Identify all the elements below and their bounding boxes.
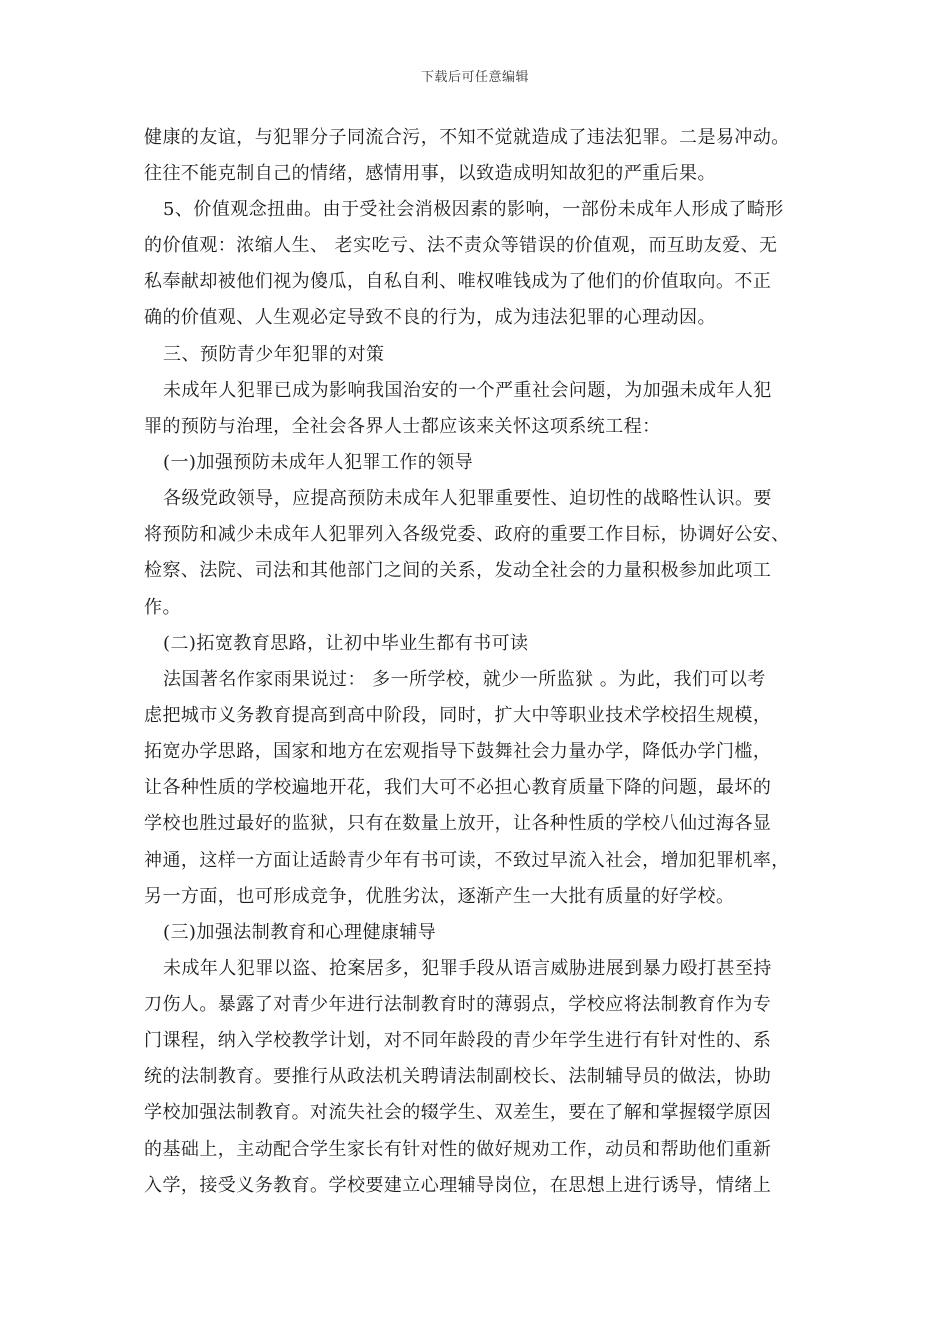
body-line: 入学，接受义务教育。学校要建立心理辅导岗位，在思想上进行诱导，情绪上	[144, 1175, 772, 1196]
body-line: 让各种性质的学校遍地开花，我们大可不必担心教育质量下降的问题，最坏的	[144, 777, 772, 798]
body-line: 作。	[144, 597, 181, 618]
body-line: 神通，这样一方面让适龄青少年有书可读，不致过早流入社会，增加犯罪机率，	[144, 850, 790, 871]
body-line: 罪的预防与治理，全社会各界人士都应该来关怀这项系统工程：	[144, 416, 661, 437]
page-header-note: 下载后可任意编辑	[420, 70, 529, 85]
body-line: 虑把城市义务教育提高到高中阶段，同时，扩大中等职业技术学校招生规模，	[144, 705, 772, 726]
subsection-heading: (一)加强预防未成年人犯罪工作的领导	[163, 452, 474, 473]
section-heading: 三、预防青少年犯罪的对策	[163, 344, 385, 365]
subsection-heading: (三)加强法制教育和心理健康辅导	[163, 922, 437, 943]
body-line: 另一方面，也可形成竞争，优胜劣汰，逐渐产生一大批有质量的好学校。	[144, 886, 735, 907]
paragraph-first-line: 未成年人犯罪已成为影响我国治安的一个严重社会问题，为加强未成年人犯	[163, 380, 772, 401]
body-line: 学校加强法制教育。对流失社会的辍学生、双差生，要在了解和掌握辍学原因	[144, 1102, 772, 1123]
body-line: 确的价值观、人生观必定导致不良的行为，成为违法犯罪的心理动因。	[144, 307, 716, 328]
body-line: 拓宽办学思路，国家和地方在宏观指导下鼓舞社会力量办学，降低办学门槛，	[144, 741, 772, 762]
body-line: 检察、法院、司法和其他部门之间的关系，发动全社会的力量积极参加此项工	[144, 560, 772, 581]
body-line: 门课程，纳入学校教学计划，对不同年龄段的青少年学生进行有针对性的、系	[144, 1030, 772, 1051]
body-line: 的基础上，主动配合学生家长有针对性的做好规劝工作，动员和帮助他们重新	[144, 1139, 772, 1160]
paragraph-first-line: 未成年人犯罪以盗、抢案居多，犯罪手段从语言威胁进展到暴力殴打甚至持	[163, 958, 772, 979]
paragraph-first-line: 法国著名作家雨果说过： 多一所学校，就少一所监狱 。为此，我们可以考	[163, 669, 766, 690]
body-line: 私奉献却被他们视为傻瓜，自私自利、唯权唯钱成为了他们的价值取向。不正	[144, 271, 772, 292]
paragraph-first-line: 5、价值观念扭曲。由于受社会消极因素的影响，一部份未成年人形成了畸形	[163, 199, 784, 220]
subsection-heading: (二)拓宽教育思路，让初中毕业生都有书可读	[163, 633, 529, 654]
body-line: 往往不能克制自己的情绪，感情用事，以致造成明知故犯的严重后果。	[144, 163, 716, 184]
body-line: 刀伤人。暴露了对青少年进行法制教育时的薄弱点，学校应将法制教育作为专	[144, 994, 772, 1015]
body-line: 健康的友谊，与犯罪分子同流合污，不知不觉就造成了违法犯罪。二是易冲动。	[144, 127, 790, 148]
paragraph-first-line: 各级党政领导，应提高预防未成年人犯罪重要性、迫切性的战略性认识。要	[163, 488, 772, 509]
body-line: 学校也胜过最好的监狱，只有在数量上放开，让各种性质的学校八仙过海各显	[144, 813, 772, 834]
body-line: 将预防和减少未成年人犯罪列入各级党委、政府的重要工作目标，协调好公安、	[144, 524, 790, 545]
body-line: 统的法制教育。要推行从政法机关聘请法制副校长、法制辅导员的做法，协助	[144, 1066, 772, 1087]
body-line: 的价值观：浓缩人生、 老实吃亏、法不责众等错误的价值观，而互助友爱、无	[144, 235, 778, 256]
